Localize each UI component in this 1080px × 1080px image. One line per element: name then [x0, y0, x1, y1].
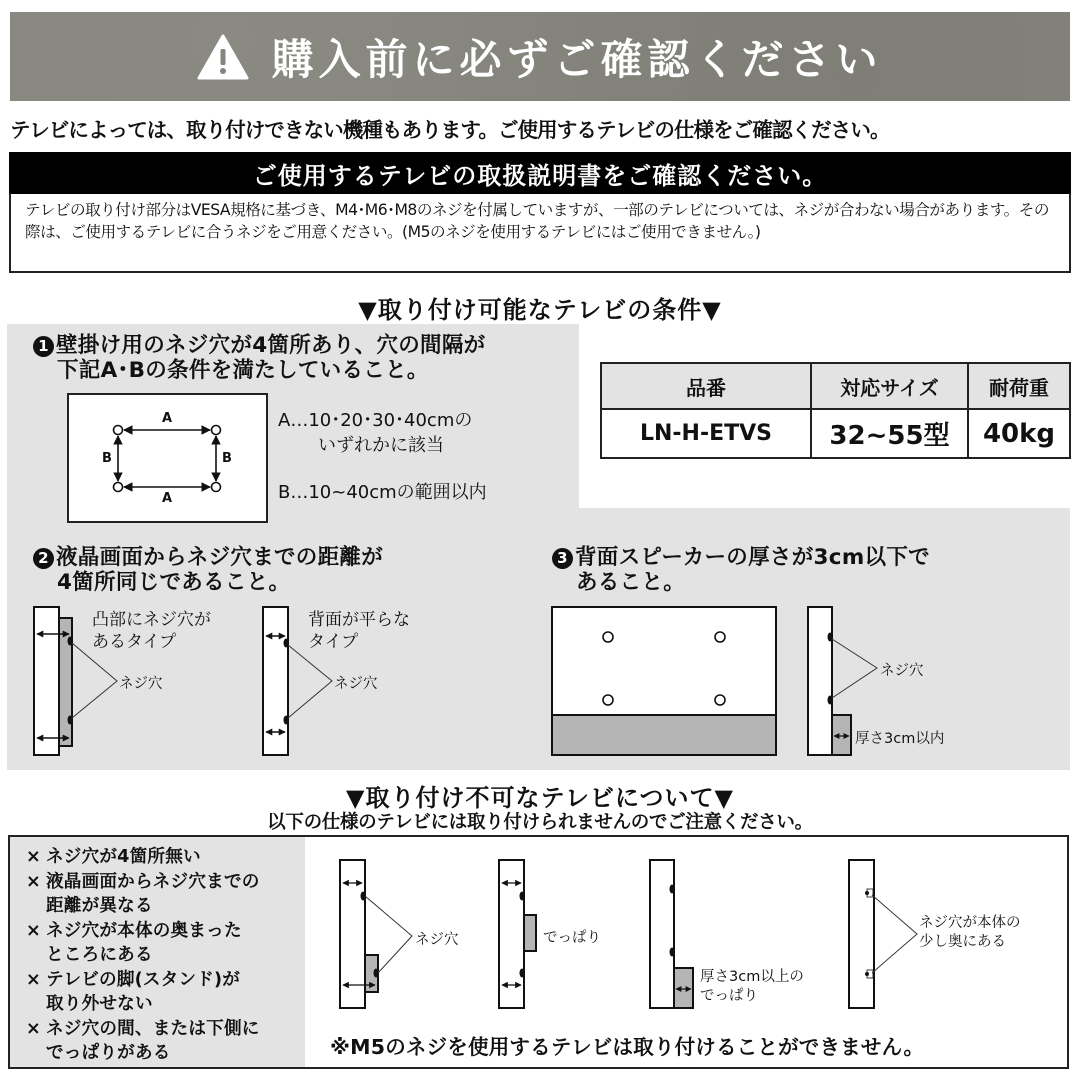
screw-hole-label: ネジ穴 [119, 676, 163, 692]
condition-3-heading: 3 背面スピーカーの厚さが3cm以下で あること。 [552, 545, 930, 595]
number-badge-3: 3 [552, 548, 573, 569]
manual-body-text: テレビの取り付け部分はVESA規格に基づき、M4･M6･M8のネジを付属していますが、一部のテレビについては、ネジが合わない場合があります。その際は、ご使用するテレビに合うネジをご用意ください。(M5のネジを使用するテレビにはご使用できません。) [9, 193, 1071, 273]
header-model: 品番 [601, 363, 811, 409]
protrusion-label: でっぱり [543, 930, 601, 946]
list-item: × テレビの脚(スタンド)が 取り外せない [26, 969, 241, 1014]
number-badge-1: 1 [33, 336, 54, 357]
banner-title: 購入前に必ずご確認ください [271, 34, 883, 84]
screw-hole-label: ネジ穴 [880, 663, 924, 679]
recessed-hole-label: ネジ穴が本体の 少し奥にある [919, 915, 1021, 950]
tv-thick-protrusion-icon [650, 860, 693, 1008]
condition-b-text: B…10~40cmの範囲以内 [278, 482, 487, 503]
list-item: × ネジ穴が4箇所無い [26, 845, 305, 870]
tv-uneven-distance-icon [340, 860, 412, 1008]
tv-recessed-hole-icon [849, 860, 917, 1008]
cross-icon: × [26, 847, 41, 867]
manual-heading: ご使用するテレビの取扱説明書をご確認ください。 [9, 152, 1071, 194]
cell-model: LN-H-ETVS [601, 409, 811, 458]
mountable-conditions-title: ▼取り付け可能なテレビの条件▼ [358, 296, 722, 324]
tv-middle-protrusion-icon [499, 860, 536, 1008]
cell-load: 40kg [968, 409, 1070, 458]
header-size: 対応サイズ [811, 363, 968, 409]
condition-2-heading: 2 液晶画面からネジ穴までの距離が 4箇所同じであること。 [33, 545, 383, 595]
screw-hole-label: ネジ穴 [415, 932, 459, 948]
cross-icon: × [26, 871, 41, 892]
number-badge-2: 2 [33, 548, 54, 569]
condition-1-heading: 1 壁掛け用のネジ穴が4箇所あり、穴の間隔が 下記A･Bの条件を満たしていること。 [33, 333, 485, 383]
cell-size: 32~55型 [811, 409, 968, 458]
vesa-hole-diagram: A A B B [67, 393, 268, 523]
m5-screw-note: ※M5のネジを使用するテレビは取り付けることができません。 [330, 1035, 925, 1059]
cross-icon: × [26, 1018, 41, 1039]
list-item: × ネジ穴が本体の奥まった ところにある [26, 920, 242, 965]
cross-icon: × [26, 920, 41, 941]
cross-icon: × [26, 969, 41, 990]
unmountable-subtitle: 以下の仕様のテレビには取り付けられませんのでご注意ください。 [267, 812, 813, 833]
list-item: × 液晶画面からネジ穴までの 距離が異なる [26, 871, 260, 916]
header-load: 耐荷重 [968, 363, 1070, 409]
screw-hole-label: ネジ穴 [334, 676, 378, 692]
protrusion-type-label: 凸部にネジ穴が あるタイプ [92, 610, 211, 652]
thick-protrusion-label: 厚さ3cm以上の でっぱり [700, 969, 804, 1004]
flat-type-label: 背面が平らな タイプ [308, 610, 410, 652]
thickness-label: 厚さ3cm以内 [855, 731, 945, 747]
unmountable-title: ▼取り付け不可なテレビについて▼ [346, 784, 734, 812]
condition-a-text: A…10･20･30･40cmの いずれかに該当 [278, 410, 473, 456]
list-item: × ネジ穴の間、または下側に でっぱりがある [26, 1018, 260, 1063]
compatibility-note: テレビによっては、取り付けできない機種もあります。ご使用するテレビの仕様をご確認ください。 [10, 118, 890, 142]
